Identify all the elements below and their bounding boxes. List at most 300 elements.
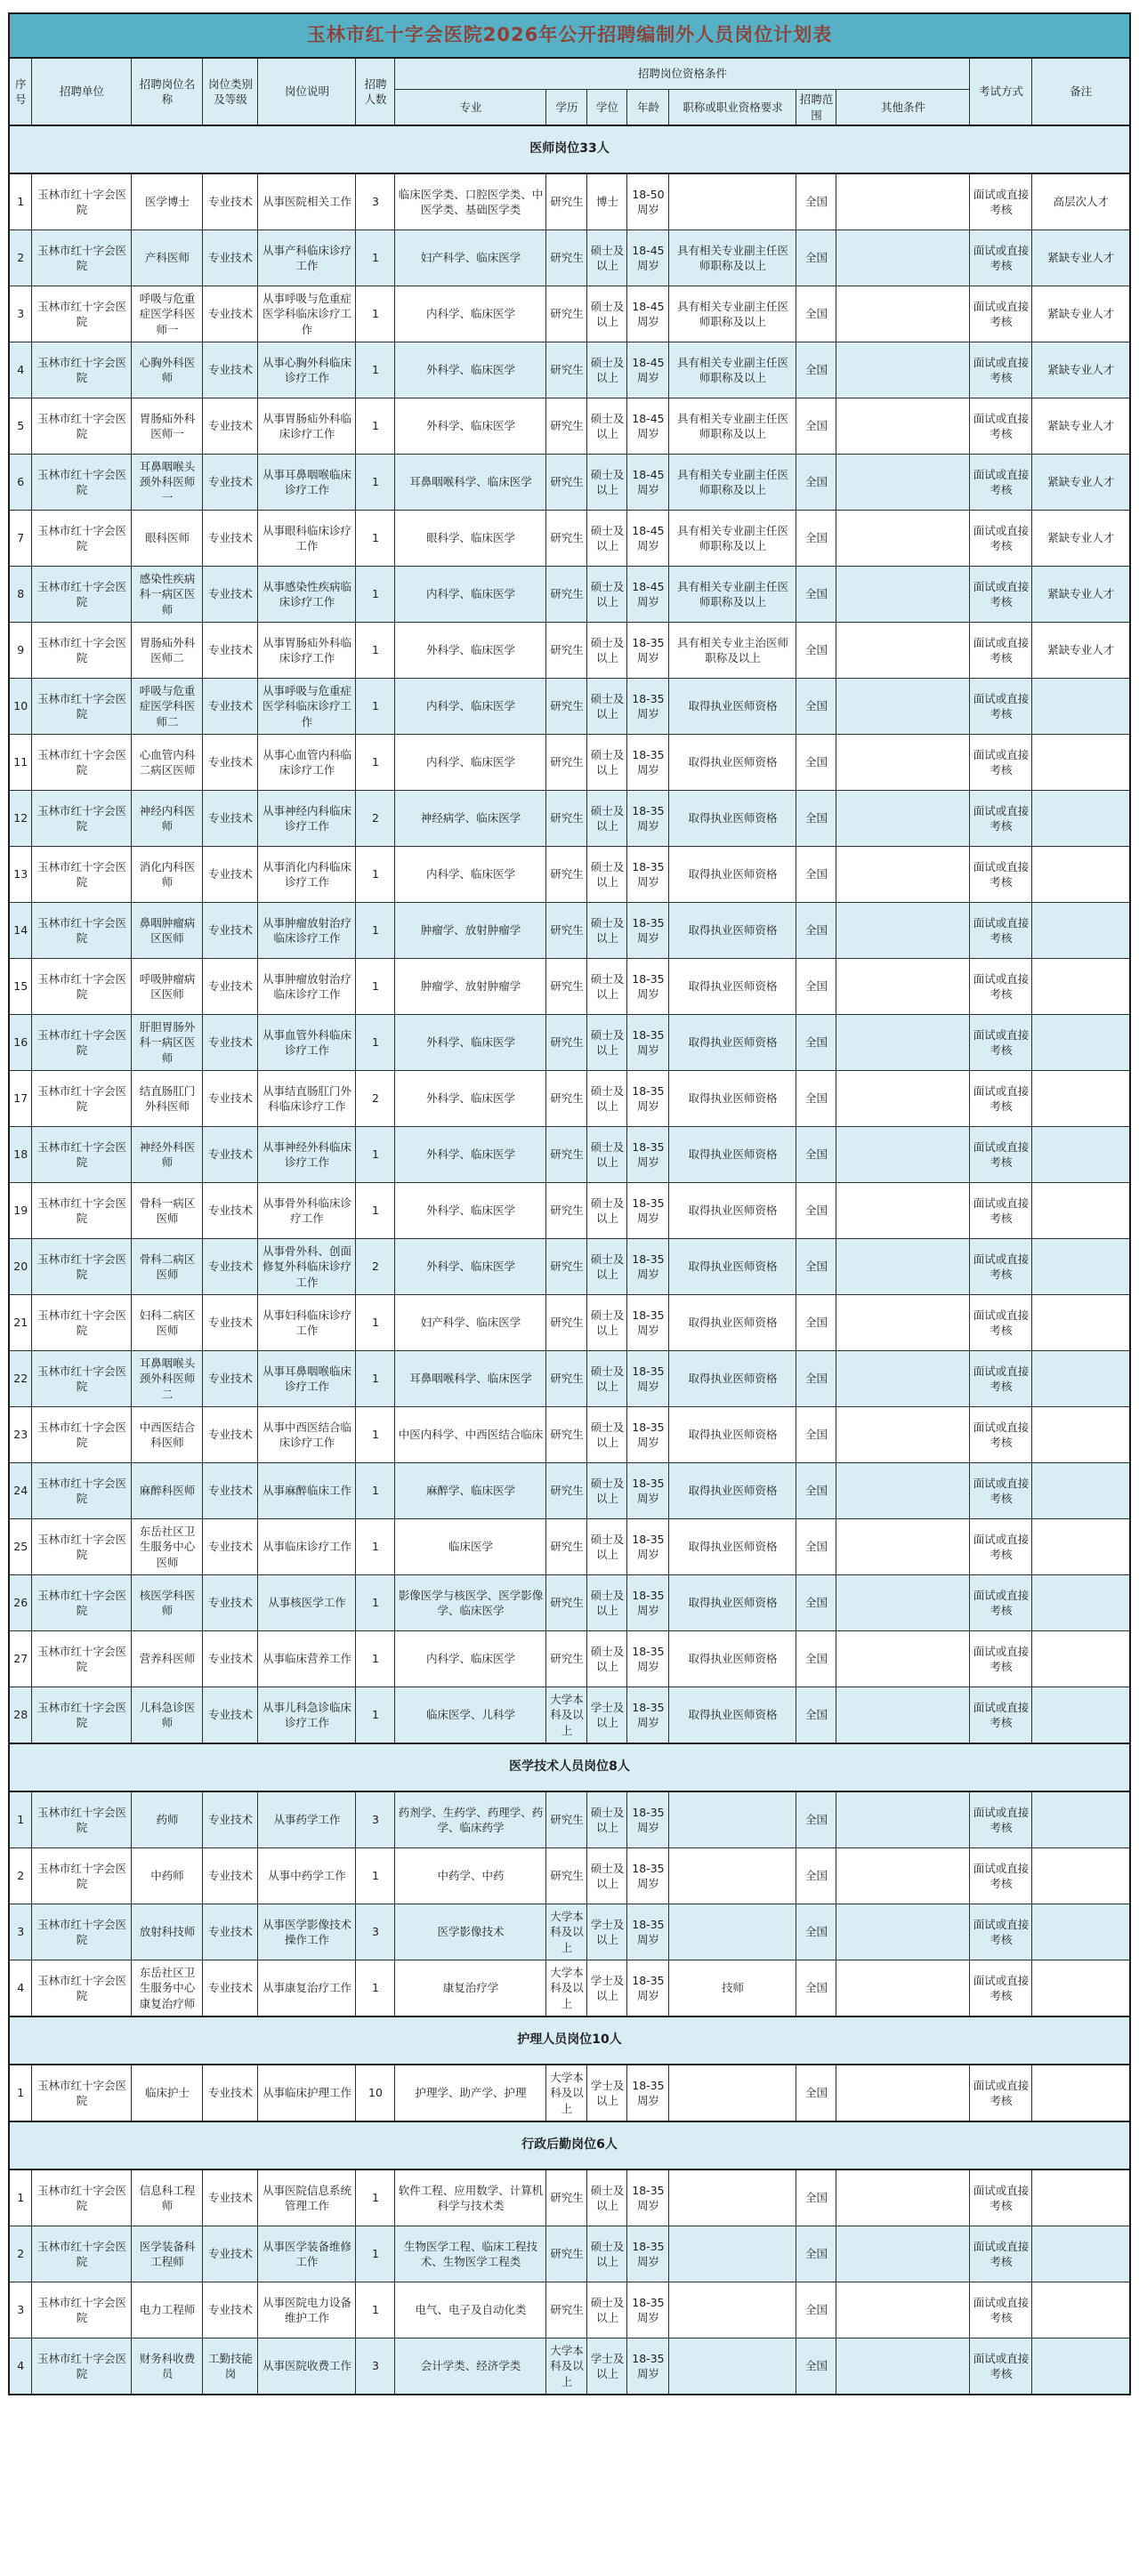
cell-unit: 玉林市红十字会医院	[32, 230, 132, 286]
cell-count: 3	[356, 1791, 395, 1848]
cell-age: 18-45周岁	[627, 286, 669, 342]
cell-edu: 研究生	[546, 2282, 587, 2339]
cell-degree: 硕士及以上	[587, 455, 627, 511]
cell-category: 专业技术	[203, 455, 258, 511]
cell-degree: 博士	[587, 173, 627, 230]
cell-title-req: 具有相关专业副主任医师职称及以上	[669, 230, 796, 286]
cell-desc: 从事麻醉临床工作	[258, 1463, 356, 1519]
table-row	[9, 959, 1130, 1015]
table-row	[9, 511, 1130, 567]
table-row	[9, 398, 1130, 455]
cell-age: 18-35周岁	[627, 1295, 669, 1351]
cell-seq: 19	[9, 1183, 32, 1239]
cell-edu: 研究生	[546, 1463, 587, 1519]
cell-seq: 1	[9, 2065, 32, 2121]
cell-exam: 面试或直接考核	[970, 2169, 1032, 2226]
cell-category: 专业技术	[203, 1015, 258, 1071]
cell-post: 电力工程师	[132, 2282, 203, 2339]
cell-post: 中药师	[132, 1848, 203, 1904]
cell-category: 专业技术	[203, 847, 258, 903]
cell-title-req: 取得执业医师资格	[669, 1239, 796, 1295]
cell-category: 专业技术	[203, 903, 258, 959]
cell-scope: 全国	[796, 1519, 836, 1575]
cell-exam: 面试或直接考核	[970, 1127, 1032, 1183]
cell-exam: 面试或直接考核	[970, 959, 1032, 1015]
cell-post: 信息科工程师	[132, 2169, 203, 2226]
cell-seq: 17	[9, 1071, 32, 1127]
cell-seq: 3	[9, 1904, 32, 1960]
cell-title-req	[669, 2339, 796, 2395]
cell-exam: 面试或直接考核	[970, 2282, 1032, 2339]
col-seq: 序号	[9, 58, 32, 125]
table-row	[9, 1071, 1130, 1127]
col-edu: 学历	[546, 90, 587, 126]
cell-count: 1	[356, 959, 395, 1015]
cell-count: 1	[356, 1687, 395, 1744]
cell-other	[836, 230, 970, 286]
cell-degree: 硕士及以上	[587, 735, 627, 791]
cell-seq: 5	[9, 398, 32, 455]
cell-degree: 硕士及以上	[587, 398, 627, 455]
cell-count: 1	[356, 2169, 395, 2226]
cell-scope: 全国	[796, 567, 836, 623]
cell-degree: 硕士及以上	[587, 1631, 627, 1687]
cell-edu: 研究生	[546, 959, 587, 1015]
cell-age: 18-35周岁	[627, 1575, 669, 1631]
cell-scope: 全国	[796, 1295, 836, 1351]
cell-unit: 玉林市红十字会医院	[32, 1407, 132, 1463]
table-row	[9, 623, 1130, 679]
cell-other	[836, 623, 970, 679]
cell-post: 医学博士	[132, 173, 203, 230]
cell-unit: 玉林市红十字会医院	[32, 1904, 132, 1960]
table-row	[9, 1631, 1130, 1687]
cell-title-req: 取得执业医师资格	[669, 1351, 796, 1407]
cell-other	[836, 511, 970, 567]
cell-scope: 全国	[796, 511, 836, 567]
cell-exam: 面试或直接考核	[970, 286, 1032, 342]
cell-title-req: 取得执业医师资格	[669, 1071, 796, 1127]
table-row	[9, 1295, 1130, 1351]
cell-category: 专业技术	[203, 511, 258, 567]
cell-unit: 玉林市红十字会医院	[32, 1351, 132, 1407]
cell-note	[1032, 2226, 1130, 2282]
cell-major: 医学影像技术	[395, 1904, 546, 1960]
cell-scope: 全国	[796, 1575, 836, 1631]
cell-scope: 全国	[796, 2169, 836, 2226]
cell-category: 专业技术	[203, 173, 258, 230]
cell-seq: 10	[9, 679, 32, 735]
cell-count: 1	[356, 903, 395, 959]
cell-scope: 全国	[796, 903, 836, 959]
cell-desc: 从事儿科急诊临床诊疗工作	[258, 1687, 356, 1744]
cell-desc: 从事临床护理工作	[258, 2065, 356, 2121]
cell-note: 紧缺专业人才	[1032, 567, 1130, 623]
cell-count: 1	[356, 2282, 395, 2339]
cell-unit: 玉林市红十字会医院	[32, 847, 132, 903]
cell-post: 医学装备科工程师	[132, 2226, 203, 2282]
cell-degree: 学士及以上	[587, 1687, 627, 1744]
cell-major: 外科学、临床医学	[395, 1183, 546, 1239]
cell-desc: 从事心血管内科临床诊疗工作	[258, 735, 356, 791]
cell-seq: 7	[9, 511, 32, 567]
cell-degree: 硕士及以上	[587, 1407, 627, 1463]
cell-title-req: 取得执业医师资格	[669, 1127, 796, 1183]
cell-note: 紧缺专业人才	[1032, 623, 1130, 679]
cell-title-req: 取得执业医师资格	[669, 1575, 796, 1631]
cell-other	[836, 1575, 970, 1631]
cell-desc: 从事眼科临床诊疗工作	[258, 511, 356, 567]
table-row	[9, 1575, 1130, 1631]
cell-unit: 玉林市红十字会医院	[32, 173, 132, 230]
cell-age: 18-35周岁	[627, 1960, 669, 2017]
cell-other	[836, 2226, 970, 2282]
cell-degree: 学士及以上	[587, 2339, 627, 2395]
section-header: 行政后勤岗位6人	[9, 2121, 1130, 2169]
table-row	[9, 1127, 1130, 1183]
cell-title-req: 具有相关专业副主任医师职称及以上	[669, 342, 796, 398]
cell-count: 1	[356, 1015, 395, 1071]
cell-major: 外科学、临床医学	[395, 1015, 546, 1071]
cell-title-req: 取得执业医师资格	[669, 1295, 796, 1351]
cell-edu: 研究生	[546, 903, 587, 959]
cell-age: 18-35周岁	[627, 847, 669, 903]
cell-other	[836, 791, 970, 847]
cell-age: 18-35周岁	[627, 1071, 669, 1127]
cell-unit: 玉林市红十字会医院	[32, 1127, 132, 1183]
cell-seq: 15	[9, 959, 32, 1015]
cell-age: 18-35周岁	[627, 2339, 669, 2395]
cell-scope: 全国	[796, 735, 836, 791]
cell-unit: 玉林市红十字会医院	[32, 511, 132, 567]
cell-seq: 27	[9, 1631, 32, 1687]
cell-scope: 全国	[796, 342, 836, 398]
cell-seq: 18	[9, 1127, 32, 1183]
table-row	[9, 2169, 1130, 2226]
table-row	[9, 679, 1130, 735]
cell-post: 妇科二病区医师	[132, 1295, 203, 1351]
cell-other	[836, 1960, 970, 2017]
cell-title-req: 具有相关专业副主任医师职称及以上	[669, 398, 796, 455]
cell-major: 内科学、临床医学	[395, 735, 546, 791]
cell-edu: 研究生	[546, 230, 587, 286]
table-row	[9, 173, 1130, 230]
cell-note	[1032, 1960, 1130, 2017]
col-count: 招聘人数	[356, 58, 395, 125]
col-degree: 学位	[587, 90, 627, 126]
cell-note	[1032, 1791, 1130, 1848]
cell-note	[1032, 1904, 1130, 1960]
cell-seq: 4	[9, 342, 32, 398]
cell-edu: 大学本科及以上	[546, 1904, 587, 1960]
cell-post: 神经内科医师	[132, 791, 203, 847]
cell-seq: 8	[9, 567, 32, 623]
cell-note	[1032, 1848, 1130, 1904]
cell-scope: 全国	[796, 847, 836, 903]
cell-other	[836, 1239, 970, 1295]
cell-category: 专业技术	[203, 1295, 258, 1351]
cell-note	[1032, 2065, 1130, 2121]
cell-count: 1	[356, 1295, 395, 1351]
cell-other	[836, 1904, 970, 1960]
cell-unit: 玉林市红十字会医院	[32, 1631, 132, 1687]
cell-major: 外科学、临床医学	[395, 1239, 546, 1295]
cell-major: 中医内科学、中西医结合临床	[395, 1407, 546, 1463]
cell-edu: 研究生	[546, 398, 587, 455]
cell-unit: 玉林市红十字会医院	[32, 1960, 132, 2017]
cell-post: 营养科医师	[132, 1631, 203, 1687]
cell-count: 1	[356, 1519, 395, 1575]
cell-unit: 玉林市红十字会医院	[32, 2282, 132, 2339]
cell-count: 1	[356, 1631, 395, 1687]
cell-seq: 2	[9, 230, 32, 286]
cell-post: 眼科医师	[132, 511, 203, 567]
cell-note	[1032, 959, 1130, 1015]
cell-note	[1032, 735, 1130, 791]
cell-note	[1032, 1015, 1130, 1071]
cell-seq: 9	[9, 623, 32, 679]
cell-note	[1032, 1519, 1130, 1575]
cell-count: 1	[356, 1407, 395, 1463]
cell-major: 康复治疗学	[395, 1960, 546, 2017]
cell-age: 18-35周岁	[627, 1791, 669, 1848]
cell-seq: 4	[9, 2339, 32, 2395]
cell-count: 2	[356, 1239, 395, 1295]
table-row	[9, 2282, 1130, 2339]
cell-post: 放射科技师	[132, 1904, 203, 1960]
cell-post: 东岳社区卫生服务中心康复治疗师	[132, 1960, 203, 2017]
cell-title-req: 取得执业医师资格	[669, 903, 796, 959]
cell-category: 专业技术	[203, 1519, 258, 1575]
cell-age: 18-35周岁	[627, 1183, 669, 1239]
table-row	[9, 1183, 1130, 1239]
cell-major: 中药学、中药	[395, 1848, 546, 1904]
cell-desc: 从事感染性疾病临床诊疗工作	[258, 567, 356, 623]
cell-exam: 面试或直接考核	[970, 342, 1032, 398]
cell-edu: 研究生	[546, 1127, 587, 1183]
cell-scope: 全国	[796, 1127, 836, 1183]
cell-title-req	[669, 1848, 796, 1904]
cell-edu: 研究生	[546, 1791, 587, 1848]
cell-major: 妇产科学、临床医学	[395, 230, 546, 286]
cell-major: 外科学、临床医学	[395, 398, 546, 455]
cell-edu: 研究生	[546, 1848, 587, 1904]
col-major: 专业	[395, 90, 546, 126]
cell-seq: 23	[9, 1407, 32, 1463]
cell-post: 核医学科医师	[132, 1575, 203, 1631]
cell-category: 专业技术	[203, 286, 258, 342]
cell-degree: 硕士及以上	[587, 2282, 627, 2339]
cell-post: 临床护士	[132, 2065, 203, 2121]
cell-post: 骨科一病区医师	[132, 1183, 203, 1239]
table-row	[9, 735, 1130, 791]
cell-desc: 从事肿瘤放射治疗临床诊疗工作	[258, 959, 356, 1015]
section-header-row	[9, 1743, 1130, 1791]
cell-exam: 面试或直接考核	[970, 455, 1032, 511]
cell-major: 生物医学工程、临床工程技术、生物医学工程类	[395, 2226, 546, 2282]
cell-exam: 面试或直接考核	[970, 1519, 1032, 1575]
table-row	[9, 2065, 1130, 2121]
cell-count: 1	[356, 1848, 395, 1904]
cell-age: 18-35周岁	[627, 623, 669, 679]
cell-category: 工勤技能岗	[203, 2339, 258, 2395]
cell-scope: 全国	[796, 1904, 836, 1960]
cell-degree: 硕士及以上	[587, 567, 627, 623]
cell-note: 紧缺专业人才	[1032, 398, 1130, 455]
cell-title-req: 具有相关专业主治医师职称及以上	[669, 623, 796, 679]
cell-age: 18-35周岁	[627, 903, 669, 959]
cell-edu: 大学本科及以上	[546, 2065, 587, 2121]
cell-age: 18-35周岁	[627, 1351, 669, 1407]
cell-edu: 研究生	[546, 342, 587, 398]
cell-other	[836, 1127, 970, 1183]
cell-title-req	[669, 2169, 796, 2226]
cell-post: 神经外科医师	[132, 1127, 203, 1183]
cell-other	[836, 2282, 970, 2339]
cell-other	[836, 1351, 970, 1407]
cell-major: 耳鼻咽喉科学、临床医学	[395, 455, 546, 511]
cell-other	[836, 1407, 970, 1463]
cell-degree: 学士及以上	[587, 1904, 627, 1960]
cell-desc: 从事神经内科临床诊疗工作	[258, 791, 356, 847]
cell-edu: 研究生	[546, 735, 587, 791]
col-qual-group: 招聘岗位资格条件	[395, 58, 970, 90]
cell-other	[836, 1519, 970, 1575]
cell-count: 1	[356, 286, 395, 342]
cell-age: 18-35周岁	[627, 1519, 669, 1575]
cell-edu: 研究生	[546, 623, 587, 679]
cell-seq: 2	[9, 2226, 32, 2282]
cell-count: 1	[356, 1463, 395, 1519]
cell-degree: 学士及以上	[587, 1960, 627, 2017]
cell-scope: 全国	[796, 1239, 836, 1295]
cell-count: 1	[356, 455, 395, 511]
cell-title-req: 取得执业医师资格	[669, 1519, 796, 1575]
cell-title-req: 取得执业医师资格	[669, 1687, 796, 1744]
cell-other	[836, 455, 970, 511]
cell-post: 心胸外科医师	[132, 342, 203, 398]
col-other: 其他条件	[836, 90, 970, 126]
cell-other	[836, 1183, 970, 1239]
section-header-row	[9, 2121, 1130, 2169]
cell-exam: 面试或直接考核	[970, 1463, 1032, 1519]
cell-note	[1032, 847, 1130, 903]
cell-age: 18-45周岁	[627, 230, 669, 286]
cell-note: 紧缺专业人才	[1032, 342, 1130, 398]
cell-exam: 面试或直接考核	[970, 735, 1032, 791]
cell-exam: 面试或直接考核	[970, 1575, 1032, 1631]
cell-post: 中西医结合科医师	[132, 1407, 203, 1463]
cell-desc: 从事医院相关工作	[258, 173, 356, 230]
cell-seq: 14	[9, 903, 32, 959]
cell-age: 18-45周岁	[627, 342, 669, 398]
cell-count: 1	[356, 847, 395, 903]
cell-degree: 硕士及以上	[587, 1015, 627, 1071]
cell-category: 专业技术	[203, 1631, 258, 1687]
cell-other	[836, 679, 970, 735]
cell-age: 18-45周岁	[627, 511, 669, 567]
cell-unit: 玉林市红十字会医院	[32, 1848, 132, 1904]
cell-count: 1	[356, 230, 395, 286]
cell-title-req: 具有相关专业副主任医师职称及以上	[669, 286, 796, 342]
cell-desc: 从事医学影像技术操作工作	[258, 1904, 356, 1960]
cell-exam: 面试或直接考核	[970, 567, 1032, 623]
cell-category: 专业技术	[203, 567, 258, 623]
cell-degree: 硕士及以上	[587, 286, 627, 342]
cell-scope: 全国	[796, 1351, 836, 1407]
cell-degree: 学士及以上	[587, 2065, 627, 2121]
cell-unit: 玉林市红十字会医院	[32, 1071, 132, 1127]
cell-desc: 从事药学工作	[258, 1791, 356, 1848]
cell-major: 影像医学与核医学、医学影像学、临床医学	[395, 1575, 546, 1631]
cell-major: 会计学类、经济学类	[395, 2339, 546, 2395]
cell-desc: 从事血管外科临床诊疗工作	[258, 1015, 356, 1071]
cell-count: 1	[356, 1183, 395, 1239]
cell-count: 1	[356, 1127, 395, 1183]
cell-desc: 从事骨外科、创面修复外科临床诊疗工作	[258, 1239, 356, 1295]
cell-major: 护理学、助产学、护理	[395, 2065, 546, 2121]
cell-seq: 26	[9, 1575, 32, 1631]
cell-unit: 玉林市红十字会医院	[32, 567, 132, 623]
cell-category: 专业技术	[203, 959, 258, 1015]
cell-exam: 面试或直接考核	[970, 1848, 1032, 1904]
col-note: 备注	[1032, 58, 1130, 125]
table-row	[9, 1015, 1130, 1071]
cell-title-req: 具有相关专业副主任医师职称及以上	[669, 455, 796, 511]
cell-other	[836, 1631, 970, 1687]
table-row	[9, 2339, 1130, 2395]
cell-other	[836, 847, 970, 903]
cell-degree: 硕士及以上	[587, 847, 627, 903]
cell-major: 临床医学类、口腔医学类、中医学类、基础医学类	[395, 173, 546, 230]
section-header: 护理人员岗位10人	[9, 2017, 1130, 2065]
col-exam: 考试方式	[970, 58, 1032, 125]
cell-scope: 全国	[796, 173, 836, 230]
cell-unit: 玉林市红十字会医院	[32, 2169, 132, 2226]
cell-other	[836, 342, 970, 398]
section-header-row	[9, 2017, 1130, 2065]
cell-count: 1	[356, 511, 395, 567]
table-row	[9, 286, 1130, 342]
cell-desc: 从事消化内科临床诊疗工作	[258, 847, 356, 903]
cell-scope: 全国	[796, 2282, 836, 2339]
cell-exam: 面试或直接考核	[970, 398, 1032, 455]
cell-desc: 从事产科临床诊疗工作	[258, 230, 356, 286]
cell-count: 1	[356, 2226, 395, 2282]
cell-seq: 25	[9, 1519, 32, 1575]
table-row	[9, 455, 1130, 511]
cell-title-req: 取得执业医师资格	[669, 735, 796, 791]
cell-unit: 玉林市红十字会医院	[32, 1575, 132, 1631]
cell-desc: 从事呼吸与危重症医学科临床诊疗工作	[258, 286, 356, 342]
cell-count: 1	[356, 1575, 395, 1631]
cell-scope: 全国	[796, 1071, 836, 1127]
cell-desc: 从事耳鼻咽喉临床诊疗工作	[258, 455, 356, 511]
cell-category: 专业技术	[203, 2226, 258, 2282]
cell-title-req: 取得执业医师资格	[669, 791, 796, 847]
cell-scope: 全国	[796, 2065, 836, 2121]
col-age: 年龄	[627, 90, 669, 126]
cell-note: 紧缺专业人才	[1032, 286, 1130, 342]
cell-edu: 研究生	[546, 173, 587, 230]
cell-other	[836, 173, 970, 230]
cell-category: 专业技术	[203, 398, 258, 455]
cell-count: 1	[356, 735, 395, 791]
cell-title-req: 具有相关专业副主任医师职称及以上	[669, 567, 796, 623]
cell-post: 麻醉科医师	[132, 1463, 203, 1519]
cell-unit: 玉林市红十字会医院	[32, 1295, 132, 1351]
cell-age: 18-35周岁	[627, 735, 669, 791]
